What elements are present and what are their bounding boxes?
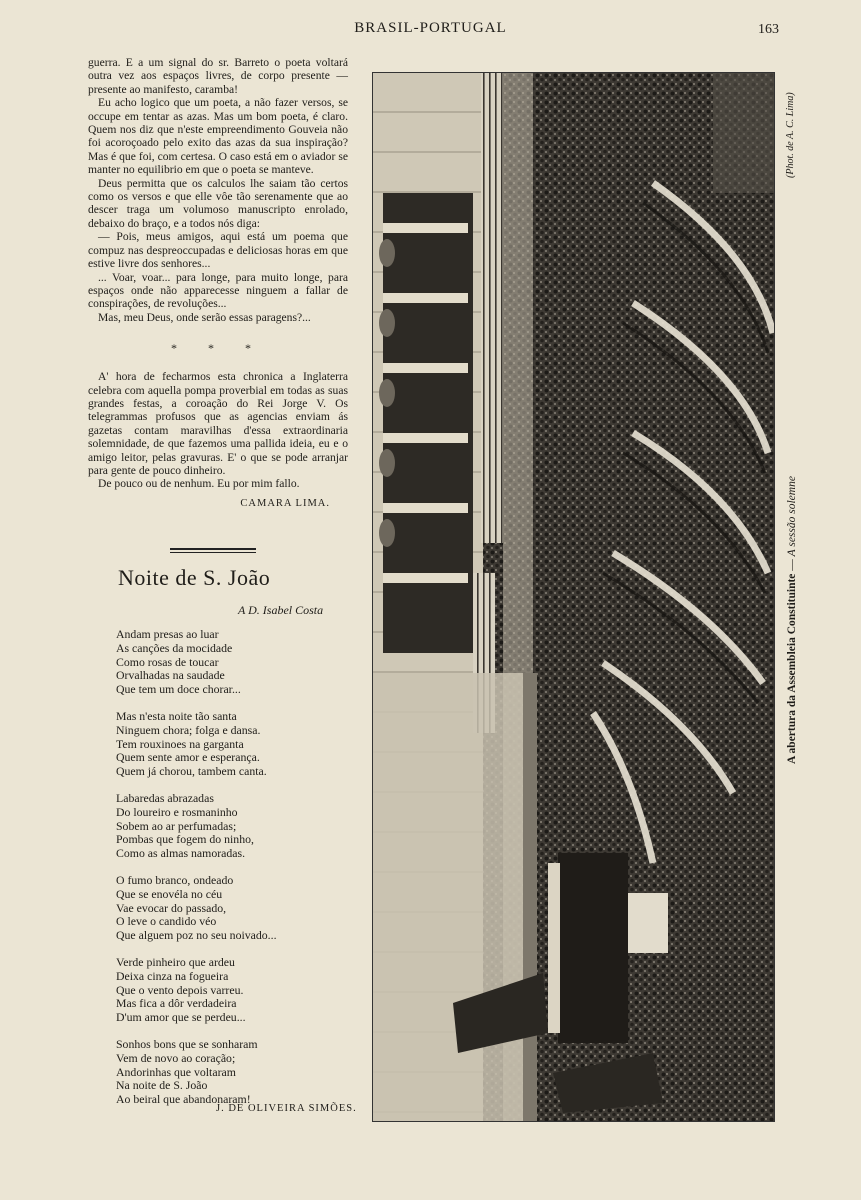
poem-line: Quem sente amor e esperança.	[116, 750, 260, 765]
poem-line: Que alguem poz no seu noivado...	[116, 928, 277, 943]
poem-stanza	[116, 710, 356, 779]
page-number: 163	[758, 22, 779, 37]
poem-line: Do loureiro e rosmaninho	[116, 804, 238, 819]
chronicle-paragraph: Mas, meu Deus, onde serão essas paragens?...	[98, 310, 311, 324]
section-separator: * * *	[171, 341, 265, 356]
poem-line: Mas n'esta noite tão santa	[116, 708, 237, 723]
caption-sub: A sessão solemne	[786, 476, 798, 557]
poem-line: Como rosas de toucar	[116, 654, 219, 669]
poem-line: O fumo branco, ondeado	[116, 872, 234, 887]
assembly-photograph	[372, 72, 775, 1122]
poem-line: Ninguem chora; folga e dansa.	[116, 722, 261, 737]
photo-credit: (Phot. de A. C. Lima)	[785, 92, 796, 178]
chronicle-paragraph: De pouco ou de nenhum. Eu por mim fallo.	[98, 477, 300, 491]
poem-stanza	[116, 874, 356, 943]
photo-caption	[786, 364, 798, 764]
chronicle-paragraph: ... Voar, voar... para longe, para muito longe, para espaços onde não apparecesse ninguem a fallar de conspirações, de revoluções...	[88, 270, 348, 311]
poem-line: Quem já chorou, tambem canta.	[116, 764, 267, 779]
poem-line: Vem de novo ao coração;	[116, 1050, 236, 1065]
caption-dash: —	[786, 556, 798, 571]
poem-author: J. DE OLIVEIRA SIMÕES.	[216, 1103, 357, 1114]
poem-line: Vae evocar do passado,	[116, 900, 227, 915]
poem-title: Noite de S. João	[118, 565, 271, 590]
running-head: BRASIL-PORTUGAL	[354, 20, 507, 36]
poem-line: Como as almas namoradas.	[116, 846, 246, 861]
chronicle-paragraph: guerra. E a um signal do sr. Barreto o poeta voltará outra vez aos espaços livres, de corpo presente — presente ao manifesto, caramba!	[88, 56, 348, 96]
poem-line: Deixa cinza na fogueira	[116, 968, 229, 983]
poem-line: Ao beiral que abandonaram!	[116, 1092, 251, 1107]
poem-stanza	[116, 956, 356, 1025]
poem-line: Sobem ao ar perfumadas;	[116, 818, 237, 833]
poem-line: Que tem um doce chorar...	[116, 682, 241, 697]
divider-rule	[170, 552, 256, 553]
caption-main: A abertura da Assembleia Constituinte	[786, 573, 798, 764]
poem-stanza	[116, 792, 356, 861]
poem-line: Tem rouxinoes na garganta	[116, 736, 244, 751]
poem-line: Labaredas abrazadas	[116, 790, 214, 805]
chronicle-paragraph: — Pois, meus amigos, aqui está um poema que compuz nas despreoccupadas e deliciosas horas em que estive livre dos senhores...	[88, 230, 348, 271]
poem-line: Verde pinheiro que ardeu	[116, 954, 235, 969]
poem-stanza	[116, 1038, 356, 1107]
divider-rule	[170, 548, 256, 550]
chronicle-paragraph: Eu acho logico que um poeta, a não fazer versos, se occupe em tentar as azas. Mas um bom poeta, é claro. Quem nos diz que n'este empreendimento Gouveia não foi acoroçoado pelo exito das azas da sua inspiração? Mas é que foi, com certesa. O caso está em o aviador se manter no equilibrio em que o poeta se manteve.	[88, 96, 348, 177]
poem-line: Orvalhadas na saudade	[116, 668, 225, 683]
poem-line: O leve o candido véo	[116, 914, 217, 929]
chronicle-paragraph: Deus permitta que os calculos lhe saiam tão certos como os versos e que elle vôe tão serenamente que ao descer traga um volumoso manuscripto enrolado, debaixo do braço, e a todos nós diga:	[88, 176, 348, 230]
photo-illustration	[373, 73, 774, 1121]
poem-body	[116, 628, 356, 1120]
poem-stanza	[116, 628, 356, 697]
poem-line: As canções da mocidade	[116, 640, 233, 655]
poem-line: Andorinhas que voltaram	[116, 1064, 236, 1079]
poem-line: Andam presas ao luar	[116, 627, 219, 641]
poem-line: D'um amor que se perdeu...	[116, 1010, 246, 1025]
poem-line: Sonhos bons que se sonharam	[116, 1036, 258, 1051]
poem-line: Que se enovéla no céu	[116, 886, 223, 901]
chronicle-paragraph: A' hora de fecharmos esta chronica a Inglaterra celebra com aquella pompa proverbial em todas as suas grandes festas, a coroação do Rei Jorge V. Os telegrammas profusos que as agencias enviam ás gazetas contam maravilhas d'essa extraordinaria solemnidade, de que fazemos uma pallida ideia, eu e o amigo leitor, pelas gravuras. E' o que se pode arranjar para gente de pouco dinheiro.	[88, 370, 348, 477]
poem-line: Mas fica a dôr verdadeira	[116, 996, 237, 1011]
poem-line: Na noite de S. João	[116, 1078, 208, 1093]
poem-dedication: A D. Isabel Costa	[238, 603, 324, 617]
poem-line: Pombas que fogem do ninho,	[116, 832, 254, 847]
poem-line: Que o vento depois varreu.	[116, 982, 244, 997]
chronicle-column	[88, 56, 348, 510]
chronicle-signature: CAMARA LIMA.	[240, 497, 330, 509]
